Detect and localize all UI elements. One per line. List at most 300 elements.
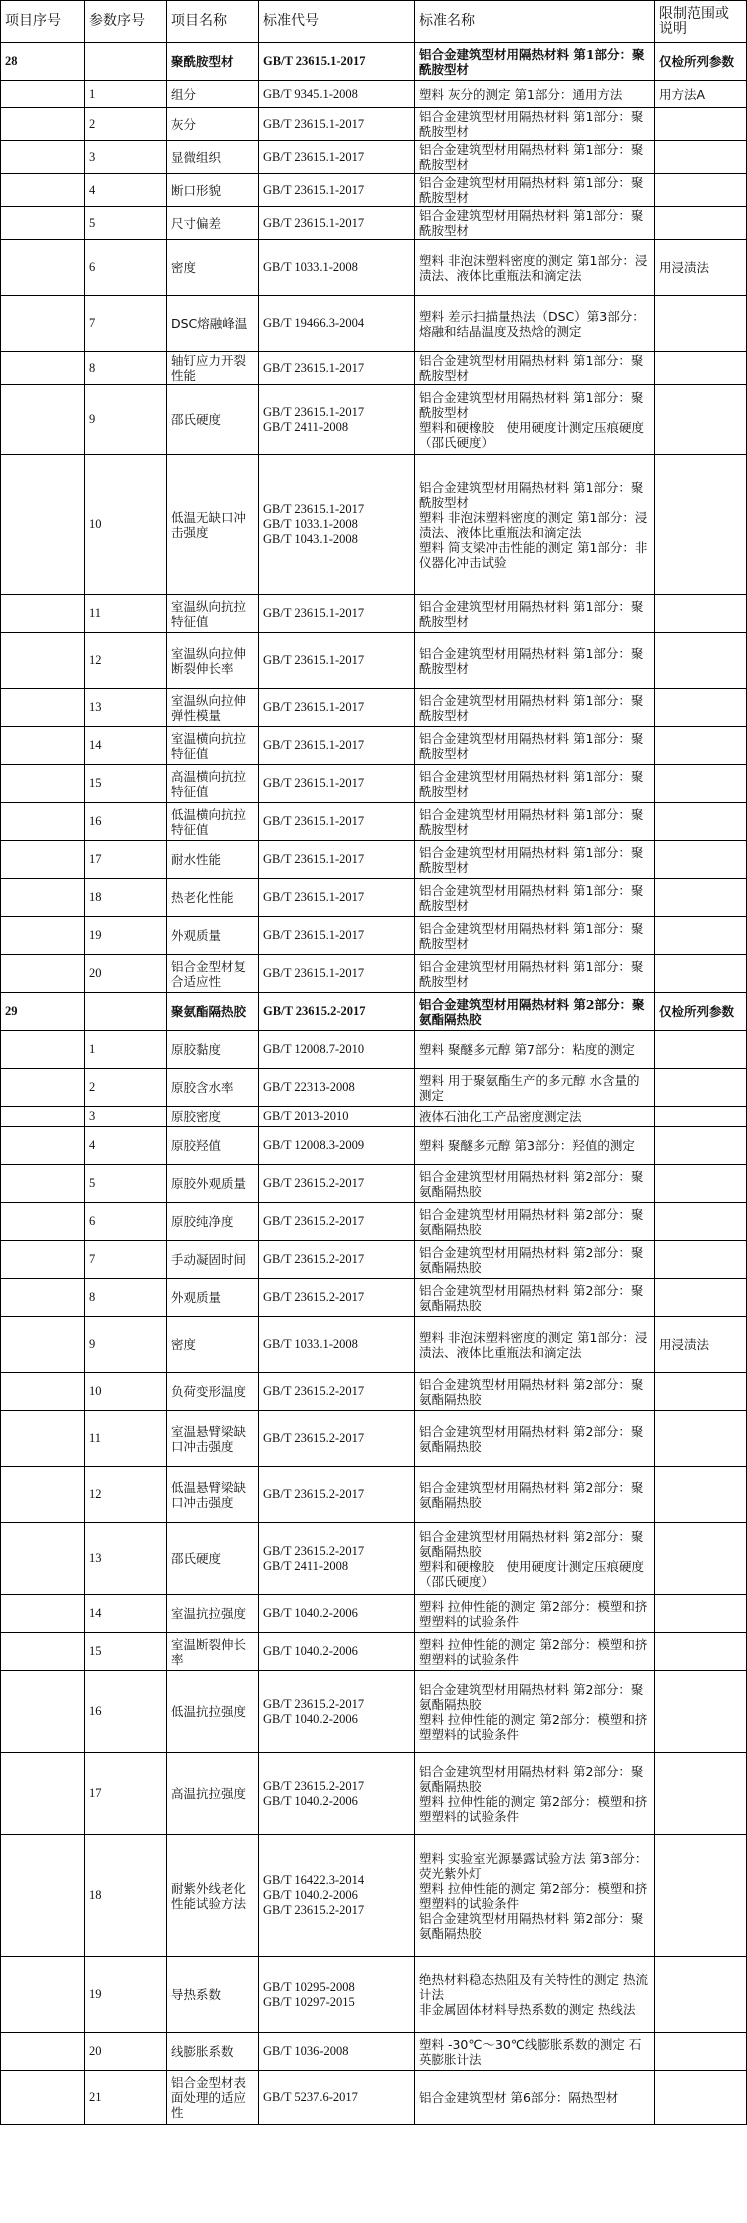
table-row (1, 727, 747, 765)
standard-code: GB/T 5237.6-2017 (263, 2090, 358, 2104)
standard-name-cell (415, 1317, 655, 1373)
standard-code: GB/T 23615.2-2017 (263, 1543, 365, 1558)
standard-name: 铝合金建筑型材用隔热材料 第2部分：聚氨酯隔热胶 (419, 1910, 644, 1941)
param-no-cell: 1 (85, 1031, 167, 1069)
limit-cell (655, 455, 747, 595)
standard-code: GB/T 10297-2015 (263, 1994, 355, 2009)
project-no-cell (1, 1317, 85, 1373)
table-row (1, 1595, 747, 1633)
standard-name: 铝合金建筑型材用隔热材料 第1部分：聚酰胺型材 (419, 882, 644, 913)
standard-code: GB/T 23615.1-2017 (263, 700, 365, 714)
standard-code-cell (259, 1595, 415, 1633)
limit-cell: 用浸渍法 (655, 1317, 747, 1373)
standard-name-cell (415, 955, 655, 993)
standard-name-cell (415, 1107, 655, 1127)
item-name-cell: 显微组织 (167, 141, 259, 174)
standard-name: 塑料 差示扫描量热法（DSC）第3部分：熔融和结晶温度及热焓的测定 (419, 308, 645, 339)
table-row (1, 1467, 747, 1523)
standard-name: 塑料 用于聚氨酯生产的多元醇 水含量的测定 (419, 1072, 640, 1103)
project-no-cell (1, 296, 85, 352)
standard-code: GB/T 23615.2-2017 (263, 1696, 365, 1711)
project-no-cell (1, 385, 85, 455)
limit-cell (655, 1279, 747, 1317)
item-name-cell: 室温纵向拉伸弹性模量 (167, 689, 259, 727)
standard-code: GB/T 1040.2-2006 (263, 1711, 358, 1726)
standard-code: GB/T 23615.2-2017 (263, 1214, 365, 1228)
standard-name: 铝合金建筑型材用隔热材料 第2部分：聚氨酯隔热胶 (419, 1376, 644, 1407)
standard-code-cell (259, 2033, 415, 2071)
standard-name-cell (415, 841, 655, 879)
standard-name: 塑料和硬橡胶 使用硬度计测定压痕硬度（邵氏硬度） (419, 1558, 645, 1589)
param-no-cell: 9 (85, 385, 167, 455)
limit-cell (655, 1127, 747, 1165)
item-name-cell: 断口形貌 (167, 174, 259, 207)
standard-code-cell (259, 207, 415, 240)
standard-code-cell (259, 352, 415, 385)
project-no-cell (1, 141, 85, 174)
group-name: 聚氨酯隔热胶 (167, 993, 259, 1031)
group-standard-code: GB/T 23615.2-2017 (259, 993, 415, 1031)
table-body (1, 43, 747, 2125)
limit-cell (655, 727, 747, 765)
limit-cell (655, 141, 747, 174)
project-no-cell (1, 1753, 85, 1835)
param-no-cell: 7 (85, 296, 167, 352)
header-limit: 限制范围或说明 (655, 1, 747, 43)
standard-name: 铝合金建筑型材用隔热材料 第2部分：聚氨酯隔热胶 (419, 1763, 644, 1794)
standard-code-cell (259, 1753, 415, 1835)
table-row (1, 633, 747, 689)
item-name-cell: 铝合金型材表面处理的适应性 (167, 2071, 259, 2125)
param-no-cell: 15 (85, 765, 167, 803)
item-name-cell: 室温悬臂梁缺口冲击强度 (167, 1411, 259, 1467)
standard-code-cell (259, 1467, 415, 1523)
standard-code: GB/T 23615.1-2017 (263, 776, 365, 790)
table-row (1, 2071, 747, 2125)
group-row (1, 43, 747, 81)
limit-cell (655, 207, 747, 240)
item-name-cell: 外观质量 (167, 917, 259, 955)
standard-code: GB/T 2411-2008 (263, 1558, 349, 1573)
standard-code: GB/T 23615.1-2017 (263, 890, 365, 904)
standard-code: GB/T 23615.2-2017 (263, 1487, 365, 1501)
project-no-cell (1, 1069, 85, 1107)
project-no-cell (1, 240, 85, 296)
standard-name: 塑料 实验室光源暴露试验方法 第3部分：荧光紫外灯 (419, 1850, 648, 1881)
table-row (1, 174, 747, 207)
standard-name-cell (415, 141, 655, 174)
table-row (1, 455, 747, 595)
header-row (1, 1, 747, 43)
standard-code: GB/T 1036-2008 (263, 2044, 349, 2058)
table-row (1, 240, 747, 296)
project-no-cell (1, 633, 85, 689)
standard-name: 铝合金建筑型材用隔热材料 第1部分：聚酰胺型材 (419, 109, 644, 139)
item-name-cell: 室温纵向拉伸断裂伸长率 (167, 633, 259, 689)
standard-name: 塑料 拉伸性能的测定 第2部分：模塑和挤塑塑料的试验条件 (419, 1793, 648, 1824)
standard-code: GB/T 1040.2-2006 (263, 1644, 358, 1658)
standard-code-cell (259, 803, 415, 841)
param-no-cell: 1 (85, 81, 167, 108)
standard-code: GB/T 23615.1-2017 (263, 814, 365, 828)
standard-code-cell (259, 141, 415, 174)
group-row (1, 993, 747, 1031)
standard-name-cell (415, 1835, 655, 1957)
param-no-cell: 2 (85, 1069, 167, 1107)
standard-code-cell (259, 917, 415, 955)
standard-name-cell (415, 1753, 655, 1835)
header-param-no: 参数序号 (85, 1, 167, 43)
standard-name: 塑料 聚醚多元醇 第7部分：粘度的测定 (419, 1042, 635, 1057)
standard-code: GB/T 12008.3-2009 (263, 1138, 365, 1152)
group-limit: 仅检所列参数 (655, 43, 747, 81)
standard-name-cell (415, 352, 655, 385)
standard-code: GB/T 1040.2-2006 (263, 1888, 358, 1902)
standard-name: 绝热材料稳态热阻及有关特性的测定 热流计法 (419, 1972, 648, 2002)
limit-cell (655, 1031, 747, 1069)
limit-cell: 用方法A (655, 81, 747, 108)
standard-name: 液体石油化工产品密度测定法 (419, 1109, 582, 1124)
standard-name: 塑料 非泡沫塑料密度的测定 第1部分：浸渍法、液体比重瓶法和滴定法 (419, 1329, 648, 1360)
limit-cell (655, 879, 747, 917)
item-name-cell: 耐水性能 (167, 841, 259, 879)
item-name-cell: 室温抗拉强度 (167, 1595, 259, 1633)
project-no-cell (1, 689, 85, 727)
param-no-cell: 19 (85, 917, 167, 955)
standard-name-cell (415, 1957, 655, 2033)
group-standard-name: 铝合金建筑型材用隔热材料 第1部分：聚酰胺型材 (415, 43, 655, 81)
standard-code-cell (259, 455, 415, 595)
item-name-cell: 低温抗拉强度 (167, 1671, 259, 1753)
limit-cell (655, 1107, 747, 1127)
standard-name-cell (415, 207, 655, 240)
standard-code-cell (259, 1127, 415, 1165)
project-no-cell (1, 841, 85, 879)
standard-code: GB/T 23615.1-2017 (263, 360, 365, 375)
param-no-cell: 6 (85, 240, 167, 296)
standard-code-cell (259, 689, 415, 727)
limit-cell (655, 108, 747, 141)
standard-name-cell (415, 296, 655, 352)
standard-code: GB/T 1033.1-2008 (263, 517, 358, 531)
standard-code: GB/T 23615.1-2017 (263, 502, 365, 516)
limit-cell (655, 296, 747, 352)
standard-name: 非金属固体材料导热系数的测定 热线法 (419, 2002, 636, 2017)
limit-cell (655, 595, 747, 633)
header-project-name: 项目名称 (167, 1, 259, 43)
item-name-cell: 外观质量 (167, 1279, 259, 1317)
item-name-cell: 导热系数 (167, 1957, 259, 2033)
table-row (1, 1671, 747, 1753)
item-name-cell: 原胶黏度 (167, 1031, 259, 1069)
limit-cell (655, 1467, 747, 1523)
standard-code: GB/T 1033.1-2008 (263, 1337, 358, 1351)
group-standard-name: 铝合金建筑型材用隔热材料 第2部分：聚氨酯隔热胶 (415, 993, 655, 1031)
param-no-cell: 7 (85, 1241, 167, 1279)
param-no-cell: 2 (85, 108, 167, 141)
param-no-cell: 20 (85, 2033, 167, 2071)
standard-name: 塑料 拉伸性能的测定 第2部分：模塑和挤塑塑料的试验条件 (419, 1598, 648, 1629)
standard-name: 铝合金建筑型材用隔热材料 第2部分：聚氨酯隔热胶 (419, 1528, 644, 1559)
standard-name-cell (415, 174, 655, 207)
standard-code: GB/T 1040.2-2006 (263, 1793, 358, 1808)
standard-code-cell (259, 633, 415, 689)
standard-code-cell (259, 296, 415, 352)
project-no-cell (1, 1467, 85, 1523)
standard-code-cell (259, 955, 415, 993)
project-no-cell (1, 1957, 85, 2033)
table-row (1, 955, 747, 993)
standard-name: 铝合金建筑型材 第6部分：隔热型材 (419, 2090, 619, 2105)
standard-code-cell (259, 81, 415, 108)
standard-name-cell (415, 879, 655, 917)
project-no-cell (1, 1411, 85, 1467)
limit-cell (655, 765, 747, 803)
item-name-cell: DSC熔融峰温 (167, 296, 259, 352)
param-no-cell: 13 (85, 1523, 167, 1595)
param-no-cell: 15 (85, 1633, 167, 1671)
standard-code: GB/T 23615.2-2017 (263, 1431, 365, 1445)
standard-name-cell (415, 2071, 655, 2125)
table-row (1, 1107, 747, 1127)
header-standard-code: 标准代号 (259, 1, 415, 43)
standard-code-cell (259, 1165, 415, 1203)
standard-code: GB/T 23615.1-2017 (263, 606, 365, 620)
item-name-cell: 室温断裂伸长率 (167, 1633, 259, 1671)
standard-code-cell (259, 879, 415, 917)
table-row (1, 108, 747, 141)
limit-cell: 用浸渍法 (655, 240, 747, 296)
header-standard-name: 标准名称 (415, 1, 655, 43)
standard-code: GB/T 23615.2-2017 (263, 1176, 365, 1190)
limit-cell (655, 1241, 747, 1279)
standard-name: 铝合金建筑型材用隔热材料 第1部分：聚酰胺型材 (419, 806, 644, 837)
standard-name-cell (415, 240, 655, 296)
table-row (1, 1523, 747, 1595)
table-row (1, 1753, 747, 1835)
standard-name: 铝合金建筑型材用隔热材料 第1部分：聚酰胺型材 (419, 768, 644, 799)
param-no-cell: 13 (85, 689, 167, 727)
project-no-cell (1, 917, 85, 955)
standard-code: GB/T 12008.7-2010 (263, 1042, 365, 1056)
table-row (1, 917, 747, 955)
standard-name-cell (415, 1203, 655, 1241)
standard-name: 塑料 拉伸性能的测定 第2部分：模塑和挤塑塑料的试验条件 (419, 1880, 648, 1911)
table-row (1, 1835, 747, 1957)
standard-name-cell (415, 1165, 655, 1203)
standard-code-cell (259, 1203, 415, 1241)
standard-code: GB/T 23615.1-2017 (263, 149, 365, 164)
item-name-cell: 密度 (167, 240, 259, 296)
limit-cell (655, 174, 747, 207)
standard-code-cell (259, 841, 415, 879)
standard-name: 塑料 拉伸性能的测定 第2部分：模塑和挤塑塑料的试验条件 (419, 1636, 648, 1667)
param-no-cell: 4 (85, 1127, 167, 1165)
param-no-cell: 8 (85, 352, 167, 385)
standard-name: 铝合金建筑型材用隔热材料 第1部分：聚酰胺型材 (419, 730, 644, 761)
standard-code-cell (259, 2071, 415, 2125)
standard-code-cell (259, 1373, 415, 1411)
standard-code: GB/T 22313-2008 (263, 1080, 355, 1094)
standard-code-cell (259, 727, 415, 765)
standard-code: GB/T 1040.2-2006 (263, 1606, 358, 1620)
table-row (1, 1069, 747, 1107)
standard-code-cell (259, 595, 415, 633)
standard-code: GB/T 23615.1-2017 (263, 653, 365, 667)
standard-name-cell (415, 727, 655, 765)
limit-cell (655, 1671, 747, 1753)
table-row (1, 207, 747, 240)
item-name-cell: 铝合金型材复合适应性 (167, 955, 259, 993)
param-no-cell: 17 (85, 1753, 167, 1835)
project-no-cell (1, 1031, 85, 1069)
standard-name-cell (415, 1633, 655, 1671)
item-name-cell: 原胶羟值 (167, 1127, 259, 1165)
table-row (1, 141, 747, 174)
standard-code: GB/T 23615.2-2017 (263, 1903, 365, 1917)
standard-code-cell (259, 1031, 415, 1069)
project-no-cell (1, 1835, 85, 1957)
standard-code-cell (259, 385, 415, 455)
group-param-no (85, 43, 167, 81)
standard-code: GB/T 23615.2-2017 (263, 1778, 365, 1793)
param-no-cell: 16 (85, 1671, 167, 1753)
standard-name: 铝合金建筑型材用隔热材料 第2部分：聚氨酯隔热胶 (419, 1681, 644, 1712)
standard-name-cell (415, 1031, 655, 1069)
standard-name-cell (415, 1411, 655, 1467)
standard-name-cell (415, 455, 655, 595)
standard-name: 铝合金建筑型材用隔热材料 第1部分：聚酰胺型材 (419, 958, 644, 989)
table-row (1, 81, 747, 108)
item-name-cell: 原胶含水率 (167, 1069, 259, 1107)
standard-name: 塑料 灰分的测定 第1部分：通用方法 (419, 86, 623, 102)
item-name-cell: 尺寸偏差 (167, 207, 259, 240)
standard-code: GB/T 23615.2-2017 (263, 1384, 365, 1398)
project-no-cell (1, 2033, 85, 2071)
param-no-cell: 10 (85, 455, 167, 595)
param-no-cell: 3 (85, 141, 167, 174)
project-no-cell (1, 955, 85, 993)
project-no-cell (1, 1107, 85, 1127)
standard-code: GB/T 23615.1-2017 (263, 182, 365, 197)
standard-name: 铝合金建筑型材用隔热材料 第2部分：聚氨酯隔热胶 (419, 1479, 644, 1510)
param-no-cell: 17 (85, 841, 167, 879)
standard-name-cell (415, 917, 655, 955)
item-name-cell: 耐紫外线老化性能试验方法 (167, 1835, 259, 1957)
limit-cell (655, 2033, 747, 2071)
standard-code-cell (259, 1069, 415, 1107)
project-no-cell (1, 765, 85, 803)
standard-name: 塑料和硬橡胶 使用硬度计测定压痕硬度（邵氏硬度） (419, 419, 645, 450)
param-no-cell: 21 (85, 2071, 167, 2125)
standard-name-cell (415, 595, 655, 633)
standard-code-cell (259, 1241, 415, 1279)
project-no-cell (1, 81, 85, 108)
standard-name-cell (415, 2033, 655, 2071)
standard-code: GB/T 23615.2-2017 (263, 1252, 365, 1266)
table-row (1, 1279, 747, 1317)
group-name: 聚酰胺型材 (167, 43, 259, 81)
item-name-cell: 线膨胀系数 (167, 2033, 259, 2071)
project-no-cell (1, 174, 85, 207)
param-no-cell: 3 (85, 1107, 167, 1127)
limit-cell (655, 1203, 747, 1241)
standard-name: 塑料 非泡沫塑料密度的测定 第1部分：浸渍法、液体比重瓶法和滴定法 (419, 252, 648, 283)
standard-name: 塑料 拉伸性能的测定 第2部分：模塑和挤塑塑料的试验条件 (419, 1711, 648, 1742)
standard-code-cell (259, 1671, 415, 1753)
standard-name: 铝合金建筑型材用隔热材料 第1部分：聚酰胺型材 (419, 479, 644, 510)
standard-name-cell (415, 1069, 655, 1107)
project-no-cell (1, 1671, 85, 1753)
standard-name: 塑料 -30℃～30℃线膨胀系数的测定 石英膨胀计法 (419, 2036, 642, 2067)
item-name-cell: 灰分 (167, 108, 259, 141)
project-no-cell (1, 207, 85, 240)
param-no-cell: 9 (85, 1317, 167, 1373)
standard-name: 铝合金建筑型材用隔热材料 第2部分：聚氨酯隔热胶 (419, 1206, 644, 1237)
standard-name-cell (415, 1595, 655, 1633)
standard-name-cell (415, 81, 655, 108)
standard-name: 铝合金建筑型材用隔热材料 第1部分：聚酰胺型材 (419, 920, 644, 951)
item-name-cell: 邵氏硬度 (167, 1523, 259, 1595)
table-row (1, 841, 747, 879)
param-no-cell: 5 (85, 207, 167, 240)
group-no: 28 (1, 43, 85, 81)
limit-cell (655, 633, 747, 689)
item-name-cell: 密度 (167, 1317, 259, 1373)
standard-name: 铝合金建筑型材用隔热材料 第2部分：聚氨酯隔热胶 (419, 1168, 644, 1199)
standard-name: 塑料 聚醚多元醇 第3部分：羟值的测定 (419, 1138, 635, 1153)
standard-code-cell (259, 765, 415, 803)
table-row (1, 2033, 747, 2071)
table-row (1, 1317, 747, 1373)
standard-name: 铝合金建筑型材用隔热材料 第1部分：聚酰胺型材 (419, 175, 644, 205)
standard-name: 铝合金建筑型材用隔热材料 第1部分：聚酰胺型材 (419, 598, 644, 629)
table-row (1, 1127, 747, 1165)
table-row (1, 1957, 747, 2033)
item-name-cell: 室温横向抗拉特征值 (167, 727, 259, 765)
item-name-cell: 原胶密度 (167, 1107, 259, 1127)
table-row (1, 1633, 747, 1671)
item-name-cell: 热老化性能 (167, 879, 259, 917)
standard-name: 铝合金建筑型材用隔热材料 第1部分：聚酰胺型材 (419, 142, 644, 172)
standard-name: 铝合金建筑型材用隔热材料 第1部分：聚酰胺型材 (419, 844, 644, 875)
header-project-no: 项目序号 (1, 1, 85, 43)
table-row (1, 385, 747, 455)
standard-code-cell (259, 1317, 415, 1373)
param-no-cell: 5 (85, 1165, 167, 1203)
standard-code: GB/T 19466.3-2004 (263, 316, 365, 330)
project-no-cell (1, 595, 85, 633)
group-standard-code: GB/T 23615.1-2017 (259, 43, 415, 81)
limit-cell (655, 1523, 747, 1595)
standard-name: 铝合金建筑型材用隔热材料 第1部分：聚酰胺型材 (419, 645, 644, 676)
standard-code-cell (259, 1523, 415, 1595)
project-no-cell (1, 879, 85, 917)
param-no-cell: 14 (85, 727, 167, 765)
item-name-cell: 邵氏硬度 (167, 385, 259, 455)
param-no-cell: 18 (85, 879, 167, 917)
param-no-cell: 18 (85, 1835, 167, 1957)
standard-code-cell (259, 174, 415, 207)
standard-code-cell (259, 1957, 415, 2033)
table-row (1, 765, 747, 803)
group-no: 29 (1, 993, 85, 1031)
standard-code: GB/T 10295-2008 (263, 1979, 355, 1994)
item-name-cell: 原胶纯净度 (167, 1203, 259, 1241)
standard-code-cell (259, 1279, 415, 1317)
limit-cell (655, 1165, 747, 1203)
project-no-cell (1, 1523, 85, 1595)
